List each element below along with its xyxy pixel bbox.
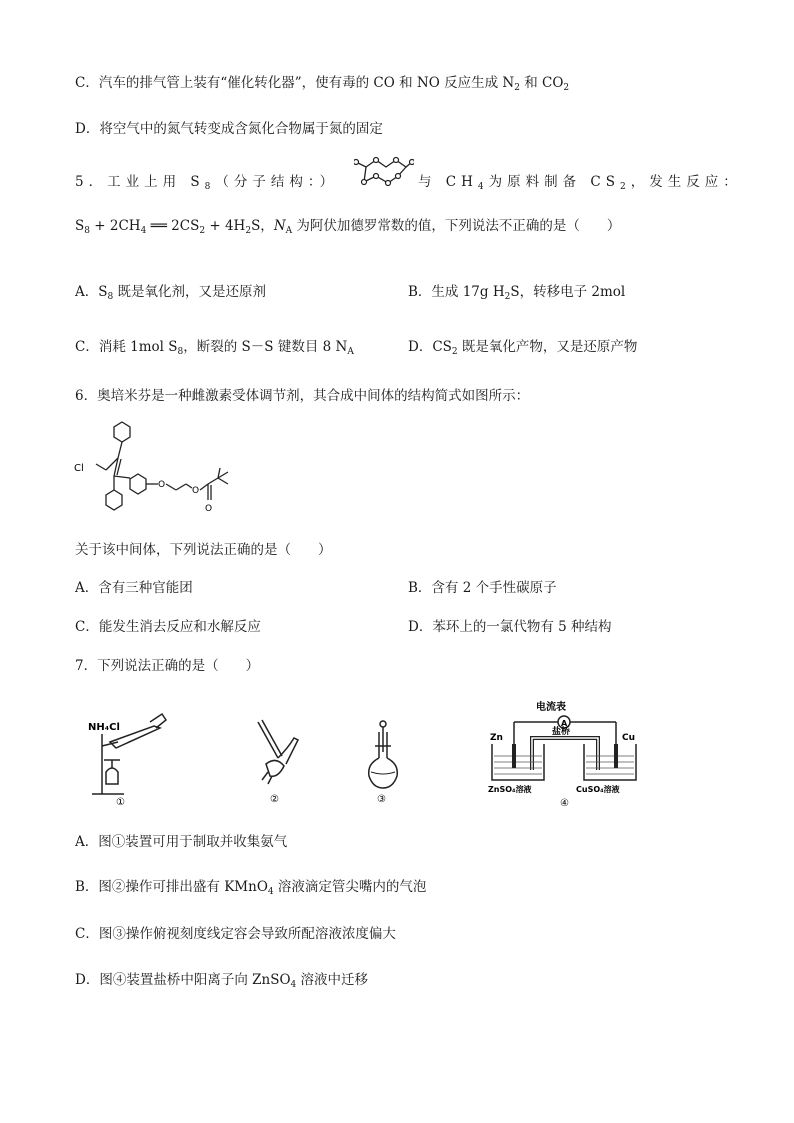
q7-option-b: B．图②操作可排出盛有 KMnO$_4$ 溶液滴定管尖嘴内的气泡 <box>75 879 427 897</box>
q7-option-d: D．图④装置盐桥中阳离子向 ZnSO$_4$ 溶液中迁移 <box>75 972 369 990</box>
q6-question: 关于该中间体，下列说法正确的是（ ） <box>75 542 332 558</box>
cuso4-solution-label: CuSO₄溶液 <box>576 785 620 794</box>
q5-equation: $S_8 + 2CH_4$ ══ $2CS_2 + 4H_2S$，$N_A$ 为阿伏加德罗常数的值，下列说法不正确的是（ ） <box>75 218 621 236</box>
q7-stem: 7．下列说法正确的是（ ） <box>75 658 260 674</box>
fig3-caption: ③ <box>377 794 386 805</box>
fig1-nh4cl-label: NH₄Cl <box>88 722 120 733</box>
fig2-burette-operation <box>248 718 310 806</box>
zn-electrode-label: Zn <box>490 733 503 743</box>
q4-option-d: D．将空气中的氮气转变成含氮化合物属于氮的固定 <box>75 121 383 137</box>
cl-atom-label: Cl <box>74 463 84 474</box>
fig2-caption: ② <box>270 794 279 805</box>
q4-option-c: C．汽车的排气管上装有“催化转化器”，使有毒的 CO 和 NO 反应生成 $N_2$ 和 $CO_2$ <box>75 75 570 93</box>
q6-stem: 6．奥培米芬是一种雌激素受体调节剂，其合成中间体的结构简式如图所示： <box>75 388 530 404</box>
q5-option-b: B．生成 17g $H_2S$，转移电子 2mol <box>408 284 626 302</box>
q5-option-c: C．消耗 1mol $S_8$，断裂的 S－S 键数目 8 $N_A$ <box>75 339 354 357</box>
cu-electrode-label: Cu <box>622 733 636 743</box>
q6-option-c: C．能发生消去反应和水解反应 <box>75 619 261 635</box>
fig1-caption: ① <box>116 797 125 807</box>
salt-bridge-label: 盐桥 <box>552 727 571 737</box>
fig4-caption: ④ <box>560 798 569 808</box>
fig3-volumetric-flask <box>365 718 405 806</box>
fig1-nh4cl-apparatus <box>88 712 178 807</box>
q5-option-a: A．$S_8$ 既是氧化剂，又是还原剂 <box>75 284 267 302</box>
q6-option-b: B．含有 2 个手性碳原子 <box>408 580 557 596</box>
q6-option-a: A．含有三种官能团 <box>75 580 193 596</box>
q6-option-d: D．苯环上的一氯代物有 5 种结构 <box>408 619 612 635</box>
znso4-solution-label: ZnSO₄溶液 <box>488 785 532 794</box>
q5-stem-part1: 5．工业上用 $S_8$（分子结构：） <box>75 174 339 192</box>
s8-ring-structure <box>354 156 414 188</box>
q7-option-a: A．图①装置可用于制取并收集氨气 <box>75 834 288 850</box>
ospemifene-structure <box>72 414 242 522</box>
fig4-galvanic-cell <box>484 700 654 808</box>
q5-stem-part2: 与 $CH_4$为原料制备 $CS_2$，发生反应： <box>418 174 742 192</box>
ammeter-symbol: A <box>561 719 568 728</box>
q7-option-c: C．图③操作俯视刻度线定容会导致所配溶液浓度偏大 <box>75 926 396 942</box>
ether-oxygen-label: O <box>158 480 166 490</box>
ester-oxygen-label: O <box>192 486 200 496</box>
q5-option-d: D．$CS_2$ 既是氧化产物，又是还原产物 <box>408 339 638 357</box>
carbonyl-oxygen-label: O <box>205 504 213 514</box>
ammeter-label: 电流表 <box>536 702 566 713</box>
